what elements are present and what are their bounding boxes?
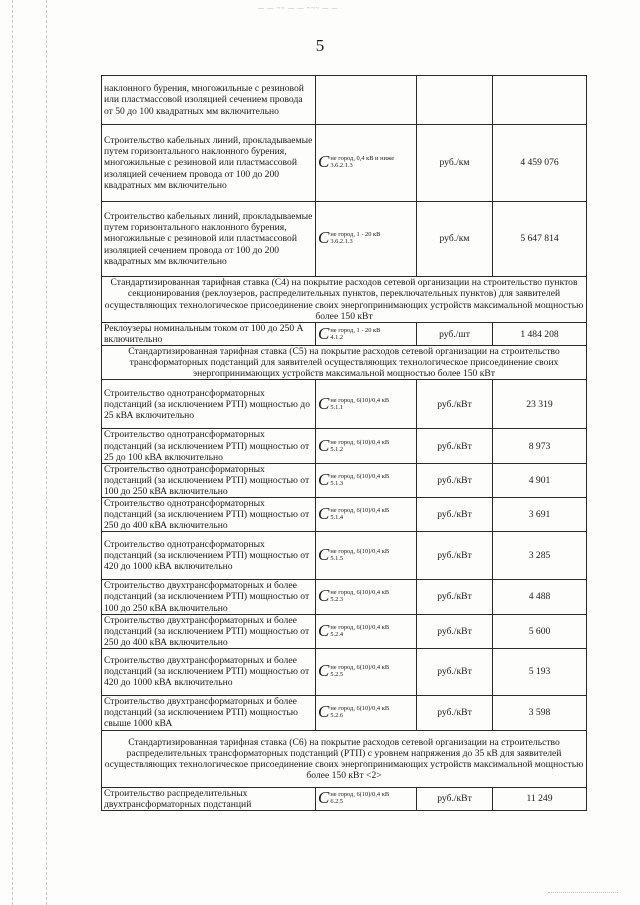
- rate-symbol-superscript: не город, 1 - 20 кВ: [330, 231, 381, 239]
- rate-symbol-subscript: 5.1.1: [330, 403, 344, 411]
- rate-symbol-letter: C: [318, 152, 330, 172]
- rate-symbol-letter: C: [318, 661, 330, 681]
- table-row: [102, 76, 587, 125]
- rate-symbol: [318, 702, 390, 722]
- rate-symbol-superscript: не город, 6(10)/0,4 кВ: [330, 507, 390, 515]
- unit-of-measure: руб./кВт: [417, 532, 493, 580]
- rate-symbol-subscript: 5.1.3: [330, 479, 344, 487]
- rate-value: 4 901: [493, 463, 587, 497]
- rate-symbol-letter: C: [318, 788, 330, 808]
- left-margin-line: [12, 0, 13, 905]
- rate-symbol-subscript: 5.2.4: [330, 630, 344, 638]
- rate-symbol-scripts: [330, 231, 380, 245]
- rate-symbol: [318, 545, 390, 565]
- rate-symbol-cell: [316, 380, 417, 429]
- rate-symbol: [318, 661, 390, 681]
- rate-symbol-cell: [316, 429, 417, 463]
- work-description: Строительство двухтрансформаторных и более подстанций (за исключением РТП) мощностью свыше 1000 кВА: [102, 695, 316, 730]
- rate-symbol-letter: C: [318, 393, 330, 413]
- rate-value: 3 691: [493, 498, 587, 532]
- rate-symbol-scripts: [330, 791, 389, 805]
- rate-symbol-subscript: 3.6.2.1.3: [330, 162, 353, 170]
- rate-symbol-cell: [316, 323, 417, 346]
- rate-value: 5 193: [493, 648, 587, 695]
- unit-of-measure: руб./кВт: [417, 380, 493, 429]
- work-description: Строительство однотрансформаторных подстанций (за исключением РТП) мощностью от 25 до 100 кВА включительно: [102, 429, 316, 463]
- table-row: [102, 695, 587, 730]
- rate-symbol-cell: [316, 202, 417, 277]
- rate-symbol-subscript: 5.1.4: [330, 514, 344, 522]
- section-header: Стандартизированная тарифная ставка (C5) на покрытие расходов сетевой организации на строительство трансформаторных подстанций для заявителей осуществляющих технологическое присоединение своих энергопринимающих устройств максимальной мощностью более 150 кВт: [102, 346, 587, 380]
- rate-symbol-scripts: [330, 705, 389, 719]
- rate-symbol: [318, 788, 390, 808]
- rate-symbol-cell: [316, 463, 417, 497]
- rate-symbol-scripts: [330, 327, 380, 341]
- unit-of-measure: руб./кВт: [417, 429, 493, 463]
- rate-symbol-subscript: 3.6.2.1.3: [330, 238, 353, 246]
- rate-symbol-cell: [316, 580, 417, 614]
- rate-value: 4 488: [493, 580, 587, 614]
- rate-symbol: [318, 228, 381, 248]
- rate-symbol-scripts: [330, 155, 394, 169]
- rate-symbol-superscript: не город, 6(10)/0,4 кВ: [330, 472, 390, 480]
- rate-symbol-letter: C: [318, 469, 330, 489]
- tariff-table-body: [102, 76, 587, 811]
- rate-symbol: [318, 469, 390, 489]
- rate-value: 23 319: [493, 380, 587, 429]
- rate-symbol-superscript: не город, 6(10)/0,4 кВ: [330, 396, 390, 404]
- rate-symbol-letter: C: [318, 323, 330, 343]
- rate-symbol-superscript: не город, 6(10)/0,4 кВ: [330, 548, 390, 556]
- rate-symbol-scripts: [330, 548, 389, 562]
- rate-symbol-superscript: не город, 1 - 20 кВ: [330, 326, 381, 334]
- rate-symbol-cell: [316, 125, 417, 202]
- rate-symbol-scripts: [330, 473, 389, 487]
- unit-of-measure: руб./кВт: [417, 614, 493, 648]
- table-row: [102, 125, 587, 202]
- rate-value: 11 249: [493, 787, 587, 810]
- rate-value: 3 285: [493, 532, 587, 580]
- rate-symbol-letter: C: [318, 702, 330, 722]
- rate-symbol-subscript: 5.1.5: [330, 555, 344, 563]
- rate-symbol-subscript: 4.1.2: [330, 333, 344, 341]
- rate-value: 8 973: [493, 429, 587, 463]
- unit-of-measure: руб./кВт: [417, 463, 493, 497]
- unit-of-measure: руб./км: [417, 125, 493, 202]
- work-description: наклонного бурения, многожильные с резиновой или пластмассовой изоляцией сечением провода от 50 до 100 квадратных мм включительно: [102, 76, 316, 125]
- table-row: [102, 648, 587, 695]
- work-description: Строительство однотрансформаторных подстанций (за исключением РТП) мощностью от 250 до 400 кВА включительно: [102, 498, 316, 532]
- rate-symbol-superscript: не город, 6(10)/0,4 кВ: [330, 791, 390, 799]
- table-row: [102, 614, 587, 648]
- rate-symbol-letter: C: [318, 620, 330, 640]
- rate-symbol-letter: C: [318, 228, 330, 248]
- rate-symbol-cell: [316, 648, 417, 695]
- left-margin-line-inner: [46, 0, 47, 905]
- unit-of-measure: руб./кВт: [417, 695, 493, 730]
- section-header-row: [102, 730, 587, 787]
- unit-of-measure: [417, 76, 493, 125]
- table-row: [102, 580, 587, 614]
- section-header: Стандартизированная тарифная ставка (C6) на покрытие расходов сетевой организации на строительство распределительных трансформаторных подстанций (РТП) с уровнем напряжения до 35 кВ для заявителей осуществляющих технологическое присоединение своих энергопринимающих устройств максимальной мощностью более 150 кВт <2>: [102, 730, 587, 787]
- rate-value: 5 647 814: [493, 202, 587, 277]
- rate-symbol-subscript: 5.2.3: [330, 596, 344, 604]
- rate-symbol: [318, 393, 390, 413]
- table-row: [102, 498, 587, 532]
- rate-symbol-cell: [316, 787, 417, 810]
- page-number: 5: [315, 36, 325, 55]
- work-description: Строительство однотрансформаторных подстанций (за исключением РТП) мощностью от 420 до 1000 кВА включительно: [102, 532, 316, 580]
- section-header-row: [102, 346, 587, 380]
- table-row: [102, 463, 587, 497]
- rate-symbol-scripts: [330, 589, 389, 603]
- table-row: [102, 380, 587, 429]
- unit-of-measure: руб./кВт: [417, 787, 493, 810]
- work-description: Реклоузеры номинальным током от 100 до 250 А включительно: [102, 323, 316, 346]
- bottom-margin-dots: [548, 892, 618, 899]
- tariff-table: [101, 75, 587, 811]
- rate-symbol-scripts: [330, 439, 389, 453]
- rate-symbol-superscript: не город, 6(10)/0,4 кВ: [330, 438, 390, 446]
- unit-of-measure: руб./кВт: [417, 648, 493, 695]
- rate-symbol-superscript: не город, 6(10)/0,4 кВ: [330, 589, 390, 597]
- table-row: [102, 323, 587, 346]
- rate-symbol-letter: C: [318, 545, 330, 565]
- rate-symbol-scripts: [330, 397, 389, 411]
- section-header-row: [102, 277, 587, 323]
- table-row: [102, 202, 587, 277]
- work-description: Строительство кабельных линий, прокладываемые путем горизонтального наклонного бурения, многожильные с резиновой или пластмассовой изоляцией сечением провода от 100 до 200 квадратных мм включительно: [102, 125, 316, 202]
- work-description: Строительство двухтрансформаторных и более подстанций (за исключением РТП) мощностью от 100 до 250 кВА включительно: [102, 580, 316, 614]
- rate-value: 5 600: [493, 614, 587, 648]
- table-row: [102, 532, 587, 580]
- rate-symbol: [318, 323, 381, 343]
- table-row: [102, 787, 587, 810]
- rate-symbol-subscript: 5.2.5: [330, 671, 344, 679]
- rate-value: 3 598: [493, 695, 587, 730]
- unit-of-measure: руб./кВт: [417, 580, 493, 614]
- rate-symbol: [318, 620, 390, 640]
- rate-symbol-scripts: [330, 507, 389, 521]
- top-margin-scribble: — — ~~ — — ~~~ — —: [258, 6, 339, 12]
- rate-value: 4 459 076: [493, 125, 587, 202]
- rate-symbol-superscript: не город, 6(10)/0,4 кВ: [330, 664, 390, 672]
- section-header: Стандартизированная тарифная ставка (C4) на покрытие расходов сетевой организации на строительство пунктов секционирования (реклоузеров, распределительных пунктов, переключательных пунктов) для заявителей осуществляющих технологическое присоединение своих энергопринимающих устройств максимальной мощностью более 150 кВт: [102, 277, 587, 323]
- unit-of-measure: руб./шт: [417, 323, 493, 346]
- rate-symbol: [318, 152, 395, 172]
- rate-value: 1 484 208: [493, 323, 587, 346]
- rate-symbol-subscript: 5.1.2: [330, 445, 344, 453]
- work-description: Строительство двухтрансформаторных и более подстанций (за исключением РТП) мощностью от 250 до 400 кВА включительно: [102, 614, 316, 648]
- rate-symbol: [318, 586, 390, 606]
- unit-of-measure: руб./кВт: [417, 498, 493, 532]
- rate-symbol-letter: C: [318, 435, 330, 455]
- rate-symbol-scripts: [330, 664, 389, 678]
- rate-symbol-superscript: не город, 6(10)/0,4 кВ: [330, 705, 390, 713]
- rate-symbol-subscript: 6.2.5: [330, 798, 344, 806]
- rate-symbol-superscript: не город, 6(10)/0,4 кВ: [330, 623, 390, 631]
- rate-symbol-cell: [316, 695, 417, 730]
- work-description: Строительство распределительных двухтрансформаторных подстанций: [102, 787, 316, 810]
- rate-symbol-letter: C: [318, 586, 330, 606]
- rate-symbol-scripts: [330, 624, 389, 638]
- table-row: [102, 429, 587, 463]
- work-description: Строительство однотрансформаторных подстанций (за исключением РТП) мощностью до 25 кВА включительно: [102, 380, 316, 429]
- rate-symbol: [318, 435, 390, 455]
- rate-symbol-letter: C: [318, 504, 330, 524]
- rate-symbol: [318, 504, 390, 524]
- work-description: Строительство кабельных линий, прокладываемые путем горизонтального наклонного бурения, многожильные с резиновой или пластмассовой изоляцией сечением провода от 100 до 200 квадратных мм включительно: [102, 202, 316, 277]
- rate-symbol-cell: [316, 498, 417, 532]
- work-description: Строительство однотрансформаторных подстанций (за исключением РТП) мощностью от 100 до 250 кВА включительно: [102, 463, 316, 497]
- rate-symbol-superscript: не город, 0,4 кВ и ниже: [330, 155, 395, 163]
- unit-of-measure: руб./км: [417, 202, 493, 277]
- rate-symbol-cell: [316, 532, 417, 580]
- rate-value: [493, 76, 587, 125]
- rate-symbol-cell: [316, 614, 417, 648]
- rate-symbol-subscript: 5.2.6: [330, 712, 344, 720]
- rate-symbol-cell: [316, 76, 417, 125]
- work-description: Строительство двухтрансформаторных и более подстанций (за исключением РТП) мощностью от 420 до 1000 кВА включительно: [102, 648, 316, 695]
